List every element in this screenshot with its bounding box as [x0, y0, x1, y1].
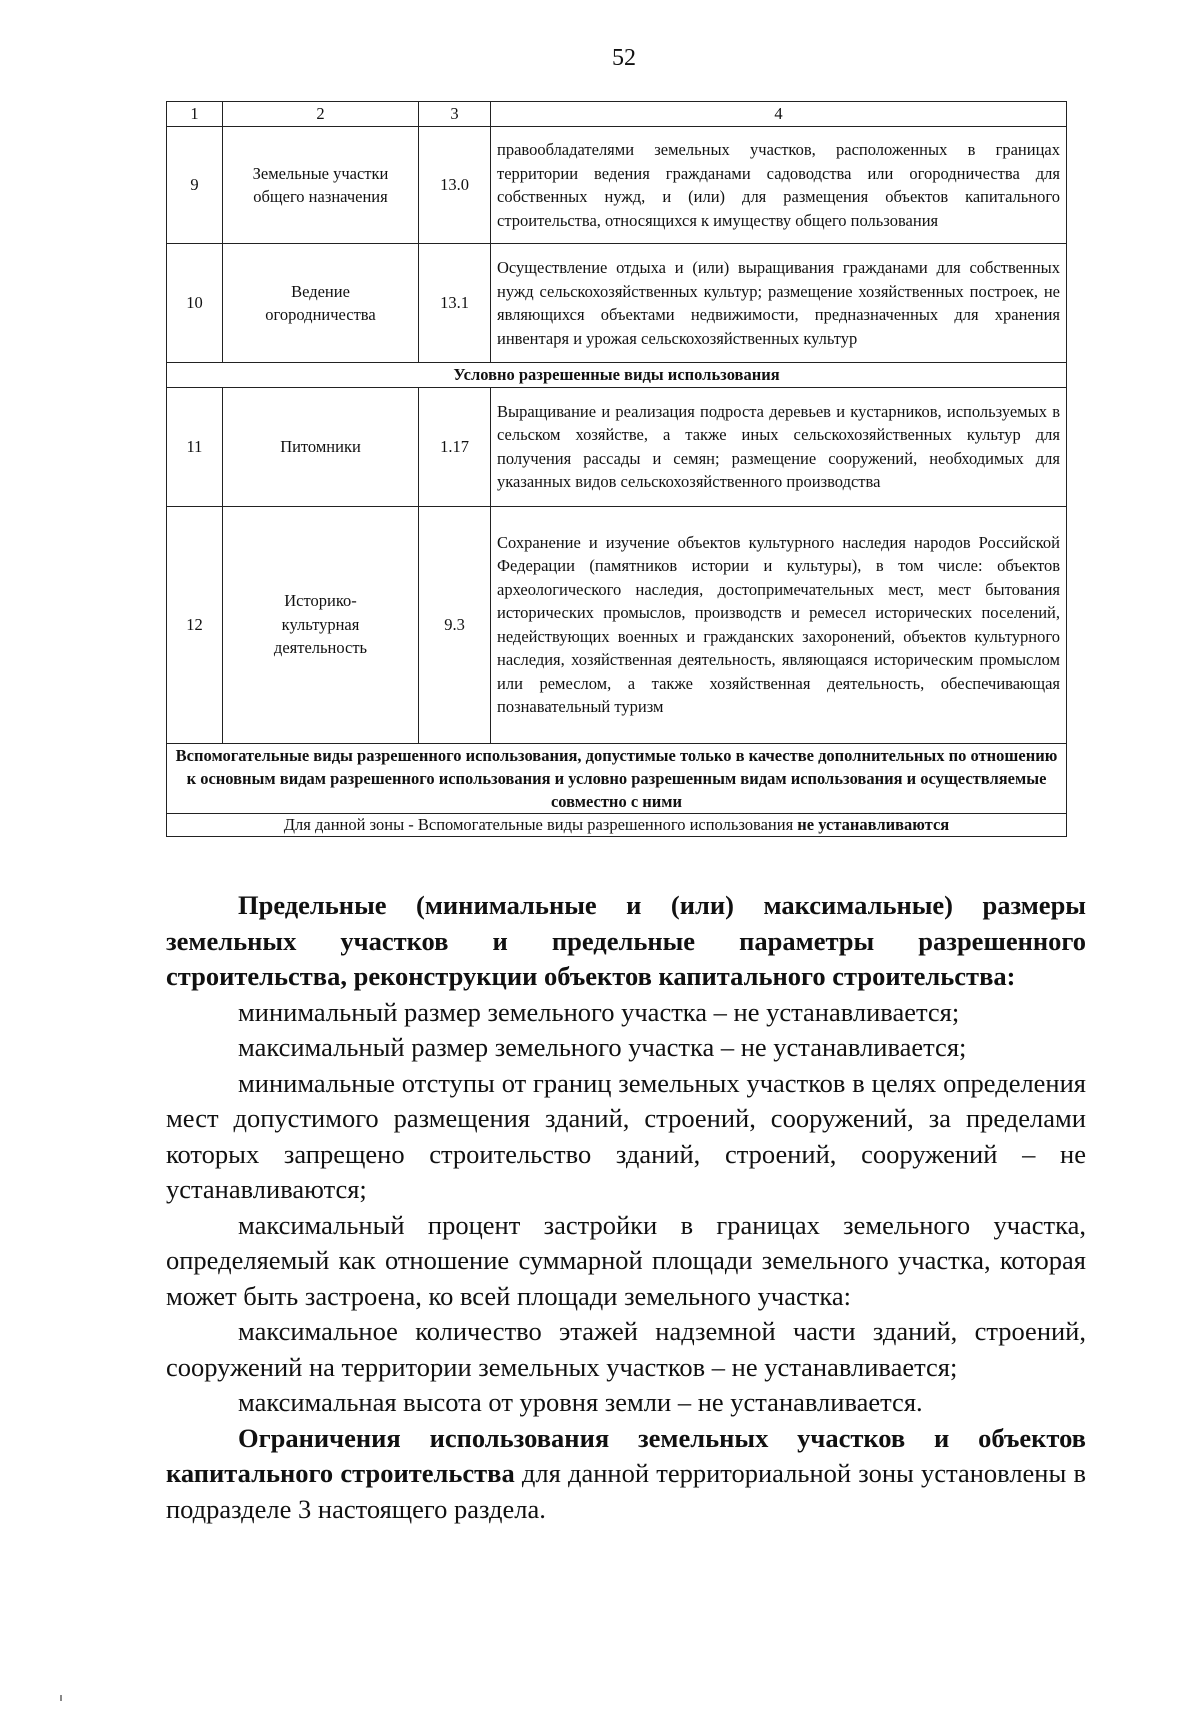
row-number: 10	[167, 244, 223, 363]
use-name: Земельные участки общего назначения	[223, 127, 419, 244]
page-number: 52	[612, 45, 636, 71]
table-row	[167, 387, 1067, 506]
note-emphasis: не устанавливаются	[797, 814, 950, 834]
row-number: 9	[167, 127, 223, 244]
table-row	[167, 127, 1067, 244]
row-number: 11	[167, 387, 223, 506]
note-row	[167, 813, 1067, 836]
restrictions-bold: Ограничения использования земельных участков и объектов капитального строительства	[166, 1422, 1086, 1488]
use-code: 1.17	[419, 387, 491, 506]
header-cell: 2	[223, 102, 419, 127]
header-cell: 3	[419, 102, 491, 127]
section-row	[167, 363, 1067, 388]
table-row	[167, 244, 1067, 363]
use-name: Историко-культурная деятельность	[223, 506, 419, 743]
section-auxiliary-title: Вспомогательные виды разрешенного использования, допустимые только в качестве дополнительных по отношению к основным видам разрешенного использования и условно разрешенным видам использования и осуществляемые совместно с ними	[167, 743, 1067, 813]
limits-item: максимальная высота от уровня земли – не устанавливается.	[238, 1387, 923, 1417]
limits-item: минимальный размер земельного участка – не устанавливается;	[238, 996, 960, 1027]
use-code: 13.1	[419, 244, 491, 363]
limits-item: максимальное количество этажей надземной части зданий, строений, сооружений на территории земельных участков – не устанавливается;	[166, 1316, 1086, 1382]
table-header-row	[167, 102, 1067, 127]
limits-item: максимальный размер земельного участка – не устанавливается;	[238, 1032, 967, 1062]
header-cell: 1	[167, 102, 223, 127]
use-name: Ведение огородничества	[223, 244, 419, 363]
land-use-table	[166, 101, 1067, 837]
limits-item: минимальные отступы от границ земельных участков в целях определения мест допустимого размещения зданий, строений, сооружений, за пределами которых запрещено строительство зданий, строений, сооружений – не устанавливаются;	[166, 1067, 1086, 1204]
use-description: Осуществление отдыха и (или) выращивания гражданами для собственных нужд сельскохозяйственных культур; размещение хозяйственных построек, не являющихся объектами недвижимости, предназначенных для хранения инвентаря и урожая сельскохозяйственных культур	[491, 244, 1067, 363]
use-description: Выращивание и реализация подроста деревьев и кустарников, используемых в сельском хозяйстве, а также иных сельскохозяйственных культур для получения рассады и семян; размещение сооружений, необходимых для указанных видов сельскохозяйственного производства	[491, 387, 1067, 506]
use-code: 9.3	[419, 506, 491, 743]
limits-heading: Предельные (минимальные и (или) максимальные) размеры земельных участков и предельные параметры разрешенного строительства, реконструкции объектов капитального строительства:	[166, 890, 1086, 991]
auxiliary-note	[167, 813, 1067, 836]
limits-item: максимальный процент застройки в границах земельного участка, определяемый как отношение суммарной площади земельного участка, которая может быть застроена, ко всей площади земельного участка:	[166, 1209, 1086, 1311]
use-description: Сохранение и изучение объектов культурного наследия народов Российской Федерации (памятников истории и культуры), в том числе: объектов археологического наследия, достопримечательных мест, мест бытования исторических промыслов, производств и ремесел исторических поселений, недействующих военных и гражданских захоронений, объектов культурного наследия, хозяйственная деятельность, являющаяся историческим промыслом или ремеслом, а также хозяйственная деятельность, обеспечивающая познавательный туризм	[491, 506, 1067, 743]
limits-section	[166, 888, 1086, 1527]
use-code: 13.0	[419, 127, 491, 244]
note-text: Для данной зоны - Вспомогательные виды разрешенного использования	[283, 814, 798, 834]
use-description: правообладателями земельных участков, расположенных в границах территории ведения гражданами садоводства или огородничества для собственных нужд, и (или) для размещения объектов капитального строительства, относящихся к имуществу общего пользования	[491, 127, 1067, 244]
table-row	[167, 506, 1067, 743]
row-number: 12	[167, 506, 223, 743]
use-name: Питомники	[223, 387, 419, 506]
section-conditional-title: Условно разрешенные виды использования	[167, 363, 1067, 388]
scan-artifact	[60, 1695, 62, 1701]
header-cell: 4	[491, 102, 1067, 127]
restrictions-text: для данной территориальной зоны установлены в подразделе 3 настоящего раздела.	[166, 1458, 1086, 1524]
restrictions-paragraph	[166, 1421, 1086, 1528]
section-row	[167, 743, 1067, 813]
